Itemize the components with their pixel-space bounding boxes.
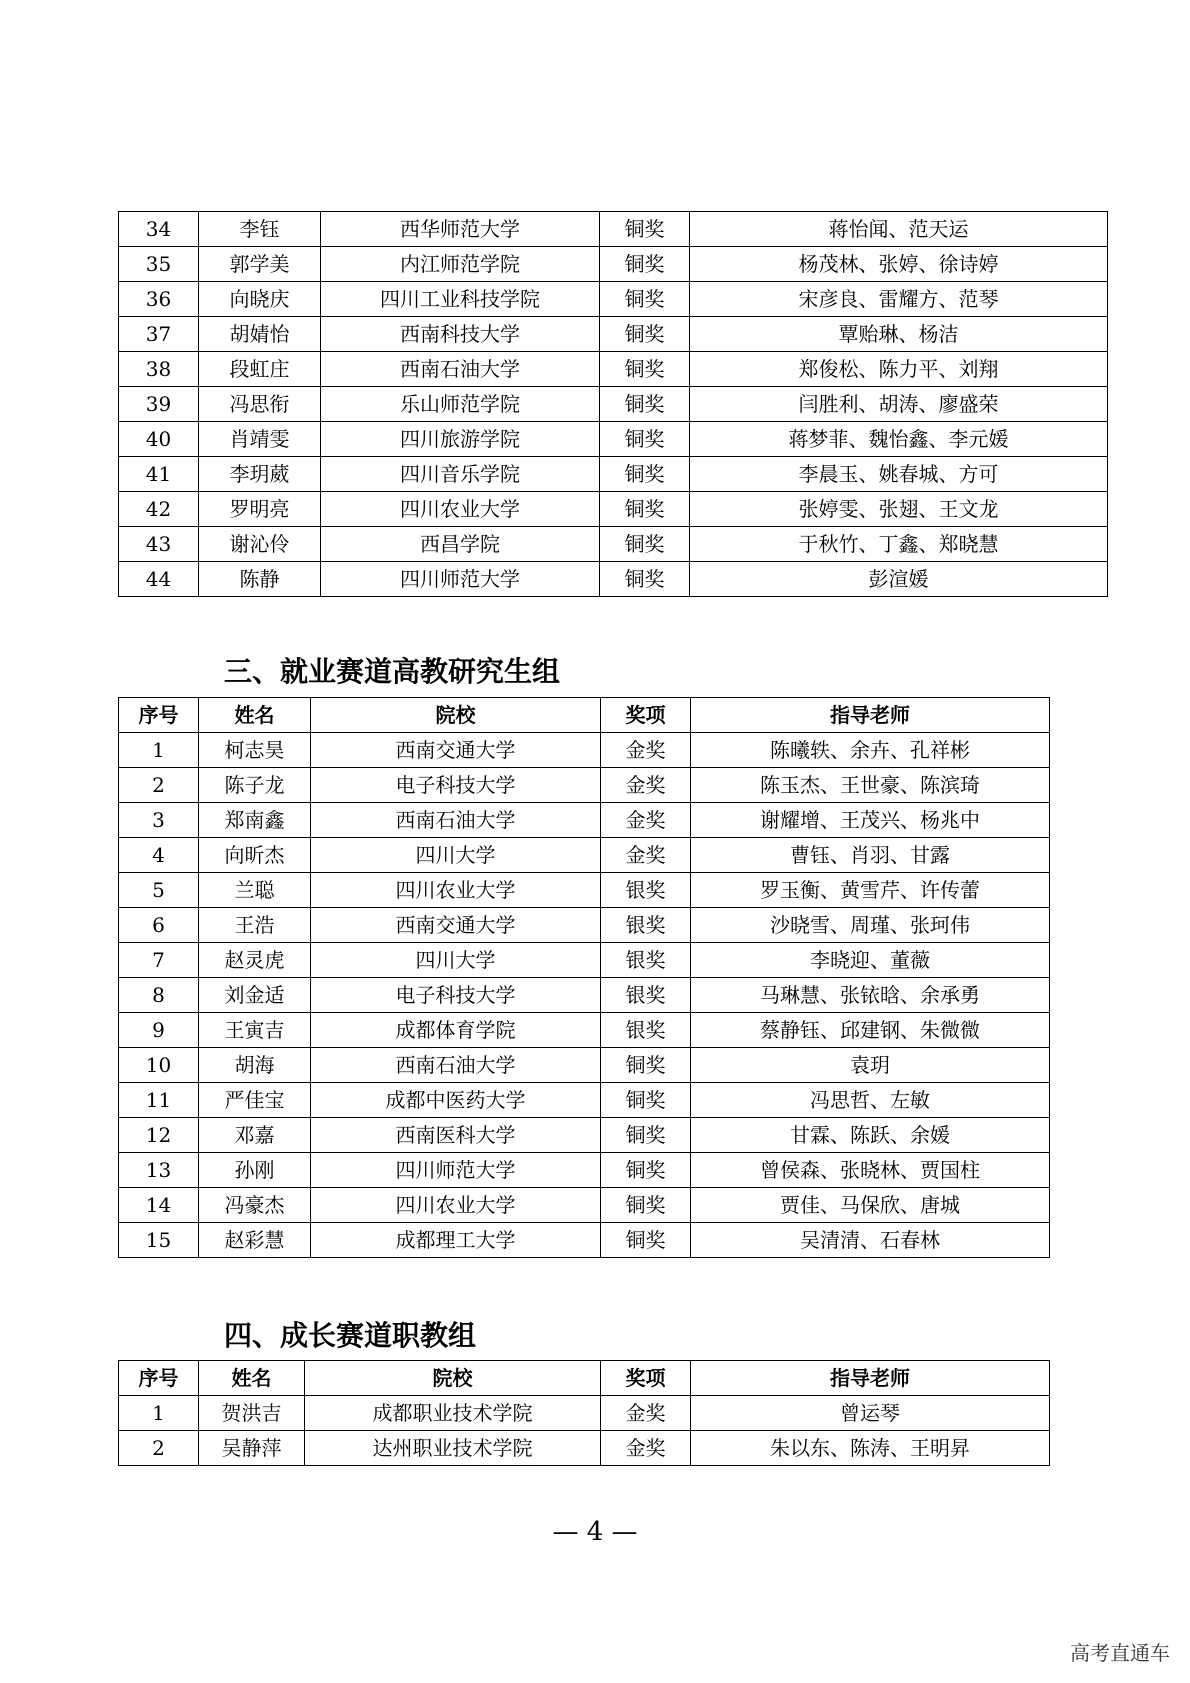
cell-name: 孙刚 bbox=[199, 1153, 311, 1188]
cell-award: 铜奖 bbox=[600, 282, 690, 317]
header-name: 姓名 bbox=[199, 698, 311, 733]
cell-name: 柯志昊 bbox=[199, 733, 311, 768]
table-row bbox=[119, 1431, 1050, 1466]
cell-school: 四川师范大学 bbox=[311, 1153, 601, 1188]
cell-index: 1 bbox=[119, 733, 199, 768]
table-row bbox=[119, 282, 1108, 317]
header-index: 序号 bbox=[119, 698, 199, 733]
cell-advisors: 陈曦轶、余卉、孔祥彬 bbox=[691, 733, 1050, 768]
cell-advisors: 贾佳、马保欣、唐城 bbox=[691, 1188, 1050, 1223]
cell-index: 37 bbox=[119, 317, 199, 352]
cell-index: 40 bbox=[119, 422, 199, 457]
award-table-continued bbox=[118, 211, 1108, 597]
cell-advisors: 覃贻琳、杨洁 bbox=[690, 317, 1108, 352]
cell-award: 铜奖 bbox=[600, 212, 690, 247]
cell-school: 成都理工大学 bbox=[311, 1223, 601, 1258]
cell-award: 银奖 bbox=[601, 908, 691, 943]
cell-name: 邓嘉 bbox=[199, 1118, 311, 1153]
cell-award: 铜奖 bbox=[601, 1083, 691, 1118]
cell-school: 四川大学 bbox=[311, 838, 601, 873]
cell-advisors: 张婷雯、张翅、王文龙 bbox=[690, 492, 1108, 527]
cell-name: 李钰 bbox=[199, 212, 321, 247]
cell-name: 胡婧怡 bbox=[199, 317, 321, 352]
header-award: 奖项 bbox=[601, 698, 691, 733]
cell-name: 肖靖雯 bbox=[199, 422, 321, 457]
table-row bbox=[119, 527, 1108, 562]
cell-name: 谢沁伶 bbox=[199, 527, 321, 562]
cell-award: 铜奖 bbox=[601, 1118, 691, 1153]
cell-index: 38 bbox=[119, 352, 199, 387]
cell-name: 郑南鑫 bbox=[199, 803, 311, 838]
cell-index: 42 bbox=[119, 492, 199, 527]
cell-advisors: 谢耀增、王茂兴、杨兆中 bbox=[691, 803, 1050, 838]
table-row bbox=[119, 317, 1108, 352]
cell-advisors: 朱以东、陈涛、王明昇 bbox=[691, 1431, 1050, 1466]
cell-name: 刘金适 bbox=[199, 978, 311, 1013]
cell-school: 西南科技大学 bbox=[321, 317, 600, 352]
cell-award: 金奖 bbox=[601, 733, 691, 768]
cell-school: 成都中医药大学 bbox=[311, 1083, 601, 1118]
cell-award: 铜奖 bbox=[601, 1153, 691, 1188]
cell-school: 四川音乐学院 bbox=[321, 457, 600, 492]
table-row bbox=[119, 1153, 1050, 1188]
table-header-row bbox=[119, 698, 1050, 733]
cell-index: 7 bbox=[119, 943, 199, 978]
cell-advisors: 李晓迎、董薇 bbox=[691, 943, 1050, 978]
cell-award: 铜奖 bbox=[600, 352, 690, 387]
cell-advisors: 冯思哲、左敏 bbox=[691, 1083, 1050, 1118]
table-row bbox=[119, 457, 1108, 492]
cell-advisors: 陈玉杰、王世豪、陈滨琦 bbox=[691, 768, 1050, 803]
cell-name: 吴静萍 bbox=[199, 1431, 305, 1466]
cell-school: 西南石油大学 bbox=[311, 1048, 601, 1083]
cell-name: 郭学美 bbox=[199, 247, 321, 282]
cell-award: 铜奖 bbox=[601, 1188, 691, 1223]
watermark-text: 高考直通车 bbox=[1070, 1641, 1170, 1665]
cell-school: 四川工业科技学院 bbox=[321, 282, 600, 317]
cell-name: 王寅吉 bbox=[199, 1013, 311, 1048]
cell-index: 4 bbox=[119, 838, 199, 873]
table-row bbox=[119, 352, 1108, 387]
cell-index: 1 bbox=[119, 1396, 199, 1431]
cell-advisors: 于秋竹、丁鑫、郑晓慧 bbox=[690, 527, 1108, 562]
cell-school: 四川农业大学 bbox=[311, 873, 601, 908]
cell-name: 段虹庄 bbox=[199, 352, 321, 387]
cell-index: 3 bbox=[119, 803, 199, 838]
table-row bbox=[119, 1188, 1050, 1223]
page-number: — 4 — bbox=[552, 1517, 638, 1547]
header-advisors: 指导老师 bbox=[691, 1361, 1050, 1396]
cell-name: 兰聪 bbox=[199, 873, 311, 908]
cell-index: 9 bbox=[119, 1013, 199, 1048]
cell-name: 赵彩慧 bbox=[199, 1223, 311, 1258]
cell-name: 贺洪吉 bbox=[199, 1396, 305, 1431]
cell-advisors: 闫胜利、胡涛、廖盛荣 bbox=[690, 387, 1108, 422]
cell-school: 电子科技大学 bbox=[311, 768, 601, 803]
cell-advisors: 彭渲媛 bbox=[690, 562, 1108, 597]
cell-award: 铜奖 bbox=[601, 1048, 691, 1083]
table-row bbox=[119, 247, 1108, 282]
cell-school: 西南医科大学 bbox=[311, 1118, 601, 1153]
cell-index: 11 bbox=[119, 1083, 199, 1118]
header-advisors: 指导老师 bbox=[691, 698, 1050, 733]
cell-school: 成都职业技术学院 bbox=[305, 1396, 601, 1431]
cell-name: 冯豪杰 bbox=[199, 1188, 311, 1223]
cell-index: 6 bbox=[119, 908, 199, 943]
header-name: 姓名 bbox=[199, 1361, 305, 1396]
section-heading-employment-graduate: 三、就业赛道高教研究生组 bbox=[224, 655, 561, 688]
cell-name: 陈静 bbox=[199, 562, 321, 597]
cell-index: 39 bbox=[119, 387, 199, 422]
cell-advisors: 蒋怡闻、范天运 bbox=[690, 212, 1108, 247]
cell-award: 金奖 bbox=[601, 1431, 691, 1466]
cell-award: 金奖 bbox=[601, 838, 691, 873]
cell-index: 8 bbox=[119, 978, 199, 1013]
cell-index: 15 bbox=[119, 1223, 199, 1258]
table-row bbox=[119, 803, 1050, 838]
cell-name: 罗明亮 bbox=[199, 492, 321, 527]
table-row bbox=[119, 873, 1050, 908]
award-table-employment-graduate bbox=[118, 697, 1050, 1258]
cell-school: 西华师范大学 bbox=[321, 212, 600, 247]
cell-advisors: 马琳慧、张铱晗、余承勇 bbox=[691, 978, 1050, 1013]
cell-school: 西南石油大学 bbox=[311, 803, 601, 838]
cell-advisors: 袁玥 bbox=[691, 1048, 1050, 1083]
cell-award: 金奖 bbox=[601, 803, 691, 838]
cell-advisors: 吴清清、石春林 bbox=[691, 1223, 1050, 1258]
table-row bbox=[119, 1118, 1050, 1153]
cell-school: 达州职业技术学院 bbox=[305, 1431, 601, 1466]
cell-name: 陈子龙 bbox=[199, 768, 311, 803]
cell-index: 13 bbox=[119, 1153, 199, 1188]
cell-award: 铜奖 bbox=[600, 317, 690, 352]
header-index: 序号 bbox=[119, 1361, 199, 1396]
cell-name: 冯思衔 bbox=[199, 387, 321, 422]
table-row bbox=[119, 1083, 1050, 1118]
cell-school: 西南交通大学 bbox=[311, 908, 601, 943]
table-row bbox=[119, 943, 1050, 978]
table-row bbox=[119, 908, 1050, 943]
cell-award: 铜奖 bbox=[600, 562, 690, 597]
cell-school: 成都体育学院 bbox=[311, 1013, 601, 1048]
table-row bbox=[119, 768, 1050, 803]
cell-name: 李玥葳 bbox=[199, 457, 321, 492]
cell-advisors: 曾侯森、张晓林、贾国柱 bbox=[691, 1153, 1050, 1188]
cell-school: 四川师范大学 bbox=[321, 562, 600, 597]
table-row bbox=[119, 978, 1050, 1013]
table-row bbox=[119, 1223, 1050, 1258]
cell-index: 2 bbox=[119, 1431, 199, 1466]
cell-award: 银奖 bbox=[601, 943, 691, 978]
cell-index: 43 bbox=[119, 527, 199, 562]
cell-award: 银奖 bbox=[601, 1013, 691, 1048]
cell-school: 内江师范学院 bbox=[321, 247, 600, 282]
table-row bbox=[119, 1013, 1050, 1048]
cell-index: 36 bbox=[119, 282, 199, 317]
cell-index: 41 bbox=[119, 457, 199, 492]
cell-advisors: 蔡静钰、邱建钢、朱微微 bbox=[691, 1013, 1050, 1048]
cell-advisors: 罗玉衡、黄雪芹、许传蕾 bbox=[691, 873, 1050, 908]
table-row bbox=[119, 562, 1108, 597]
header-award: 奖项 bbox=[601, 1361, 691, 1396]
cell-school: 四川旅游学院 bbox=[321, 422, 600, 457]
table-row bbox=[119, 733, 1050, 768]
cell-index: 14 bbox=[119, 1188, 199, 1223]
cell-award: 银奖 bbox=[601, 978, 691, 1013]
cell-advisors: 蒋梦菲、魏怡鑫、李元媛 bbox=[690, 422, 1108, 457]
cell-name: 王浩 bbox=[199, 908, 311, 943]
table-row bbox=[119, 1048, 1050, 1083]
cell-advisors: 郑俊松、陈力平、刘翔 bbox=[690, 352, 1108, 387]
cell-award: 金奖 bbox=[601, 768, 691, 803]
table-row bbox=[119, 387, 1108, 422]
cell-advisors: 李晨玉、姚春城、方可 bbox=[690, 457, 1108, 492]
cell-award: 铜奖 bbox=[600, 387, 690, 422]
cell-award: 铜奖 bbox=[600, 527, 690, 562]
section-heading-growth-vocational: 四、成长赛道职教组 bbox=[224, 1319, 477, 1352]
cell-name: 向昕杰 bbox=[199, 838, 311, 873]
cell-name: 向晓庆 bbox=[199, 282, 321, 317]
cell-index: 2 bbox=[119, 768, 199, 803]
cell-award: 铜奖 bbox=[600, 457, 690, 492]
table-row bbox=[119, 492, 1108, 527]
cell-advisors: 曾运琴 bbox=[691, 1396, 1050, 1431]
cell-index: 44 bbox=[119, 562, 199, 597]
cell-school: 四川大学 bbox=[311, 943, 601, 978]
table-row bbox=[119, 212, 1108, 247]
cell-school: 西昌学院 bbox=[321, 527, 600, 562]
cell-award: 金奖 bbox=[601, 1396, 691, 1431]
cell-advisors: 宋彦良、雷耀方、范琴 bbox=[690, 282, 1108, 317]
table-header-row bbox=[119, 1361, 1050, 1396]
cell-index: 34 bbox=[119, 212, 199, 247]
cell-name: 赵灵虎 bbox=[199, 943, 311, 978]
cell-award: 铜奖 bbox=[601, 1223, 691, 1258]
cell-school: 西南石油大学 bbox=[321, 352, 600, 387]
cell-award: 铜奖 bbox=[600, 492, 690, 527]
cell-name: 严佳宝 bbox=[199, 1083, 311, 1118]
cell-award: 银奖 bbox=[601, 873, 691, 908]
cell-index: 35 bbox=[119, 247, 199, 282]
cell-advisors: 沙晓雪、周瑾、张珂伟 bbox=[691, 908, 1050, 943]
cell-name: 胡海 bbox=[199, 1048, 311, 1083]
cell-school: 四川农业大学 bbox=[321, 492, 600, 527]
table-row bbox=[119, 1396, 1050, 1431]
cell-index: 12 bbox=[119, 1118, 199, 1153]
cell-index: 10 bbox=[119, 1048, 199, 1083]
cell-advisors: 甘霖、陈跃、余媛 bbox=[691, 1118, 1050, 1153]
table-row bbox=[119, 422, 1108, 457]
cell-advisors: 曹钰、肖羽、甘露 bbox=[691, 838, 1050, 873]
cell-school: 乐山师范学院 bbox=[321, 387, 600, 422]
cell-school: 西南交通大学 bbox=[311, 733, 601, 768]
cell-advisors: 杨茂林、张婷、徐诗婷 bbox=[690, 247, 1108, 282]
cell-index: 5 bbox=[119, 873, 199, 908]
header-school: 院校 bbox=[305, 1361, 601, 1396]
header-school: 院校 bbox=[311, 698, 601, 733]
award-table-growth-vocational bbox=[118, 1360, 1050, 1466]
cell-school: 四川农业大学 bbox=[311, 1188, 601, 1223]
cell-award: 铜奖 bbox=[600, 422, 690, 457]
table-row bbox=[119, 838, 1050, 873]
cell-school: 电子科技大学 bbox=[311, 978, 601, 1013]
cell-award: 铜奖 bbox=[600, 247, 690, 282]
